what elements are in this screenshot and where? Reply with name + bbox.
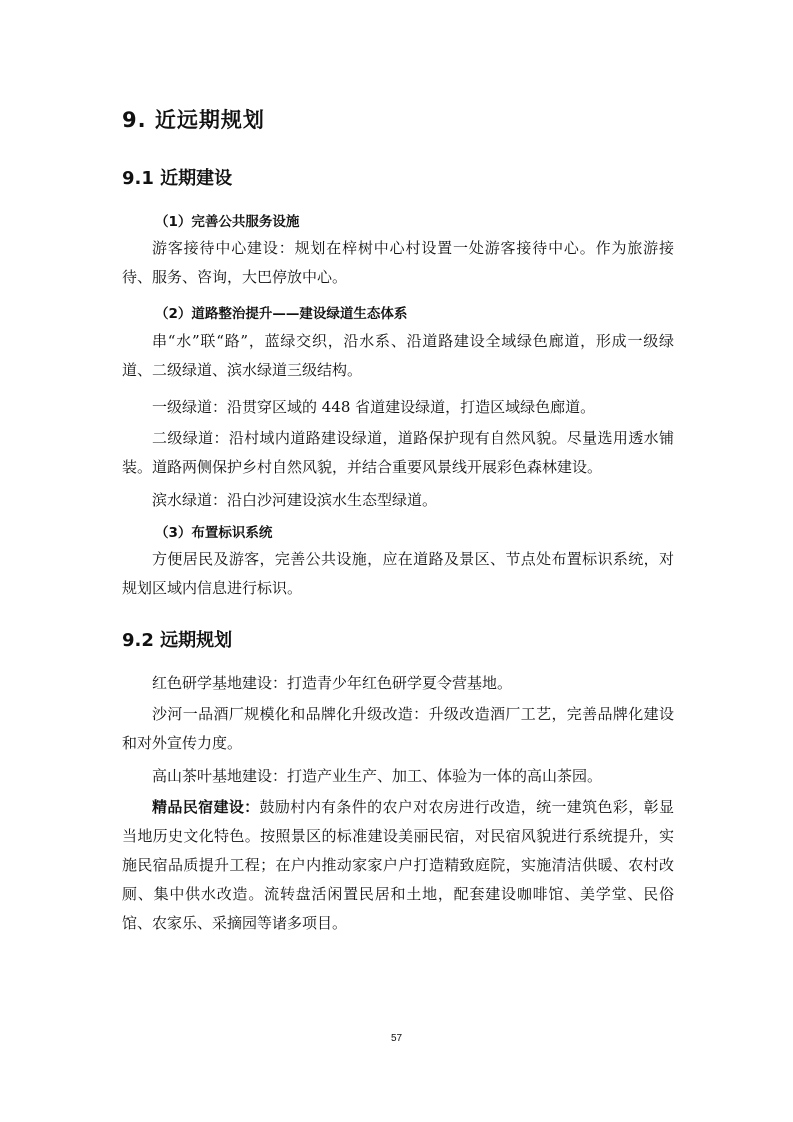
homestay-text: 鼓励村内有条件的农户对农房进行改造，统一建筑色彩，彰显当地历史文化特色。按照景区的标准建设美丽民宿，对民宿风貌进行系统提升，实施民宿品质提升工程；在户内推动家家户户打造精致庭院，实施清洁供暖、农村改厕、集中供水改造。流转盘活闲置民居和土地，配套建设咖啡馆、美学堂、民俗馆、农家乐、采摘园等诸多项目。 xyxy=(122,798,674,932)
paragraph-boutique-homestay xyxy=(122,793,674,938)
paragraph-tea-base: 高山茶叶基地建设：打造产业生产、加工、体验为一体的高山茶园。 xyxy=(152,767,603,785)
homestay-lead: 精品民宿建设： xyxy=(152,798,260,816)
heading-long-term: 9.2 远期规划 xyxy=(122,630,233,651)
paragraph-greenway-intro: 串“水”联“路”，蓝绿交织，沿水系、沿道路建设全域绿色廊道，形成一级绿道、二级绿道、滨水绿道三级结构。 xyxy=(122,332,674,379)
paragraph-signage: 方便居民及游客，完善公共设施，应在道路及景区、节点处布置标识系统，对规划区域内信息进行标识。 xyxy=(122,550,674,597)
paragraph-red-study-base: 红色研学基地建设：打造青少年红色研学夏令营基地。 xyxy=(152,674,513,692)
page-number: 57 xyxy=(390,1033,403,1044)
section-title: 9. 近远期规划 xyxy=(122,108,265,132)
paragraph-level1-greenway: 一级绿道：沿贯穿区域的 448 省道建设绿道，打造区域绿色廊道。 xyxy=(152,398,596,416)
paragraph-winery-upgrade: 沙河一品酒厂规模化和品牌化升级改造：升级改造酒厂工艺，完善品牌化建设和对外宣传力度。 xyxy=(122,705,674,752)
subheading-signage: （3）布置标识系统 xyxy=(155,525,273,541)
paragraph-waterfront-greenway: 滨水绿道：沿白沙河建设滨水生态型绿道。 xyxy=(152,491,438,509)
paragraph-visitor-center: 游客接待中心建设：规划在梓树中心村设置一处游客接待中心。作为旅游接待、服务、咨询，大巴停放中心。 xyxy=(122,239,674,286)
subheading-greenway: （2）道路整治提升——建设绿道生态体系 xyxy=(155,306,408,322)
paragraph-level2-greenway: 二级绿道：沿村域内道路建设绿道，道路保护现有自然风貌。尽量选用透水铺装。道路两侧保护乡村自然风貌，并结合重要风景线开展彩色森林建设。 xyxy=(122,429,674,476)
heading-near-term: 9.1 近期建设 xyxy=(122,168,233,189)
subheading-public-services: （1）完善公共服务设施 xyxy=(155,214,300,230)
